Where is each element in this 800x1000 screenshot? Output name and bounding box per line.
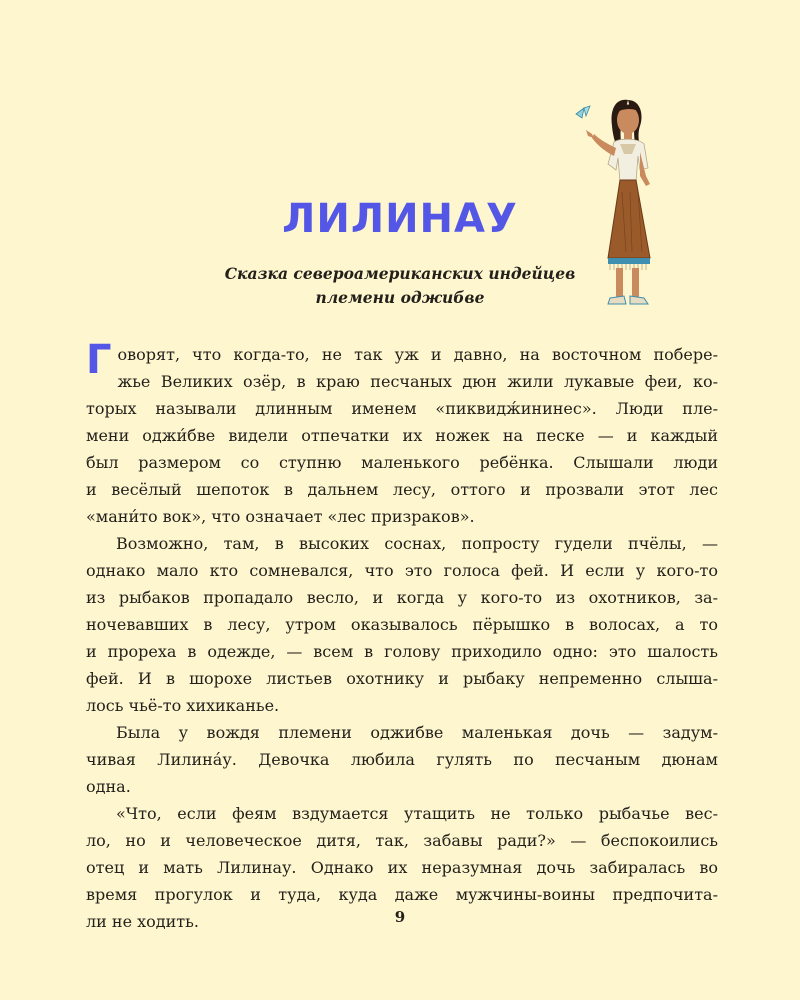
text-line: «мани́то вок», что означает «лес призраков». (86, 507, 475, 526)
paragraph (86, 530, 718, 719)
text-line: ло, но и человеческое дитя, так, забавы ради?» — беспокоились (86, 831, 718, 850)
text-line: и прореха в одежде, — всем в голову приходило одно: это шалость (86, 642, 718, 661)
text-line: ли не ходить. (86, 912, 199, 931)
text-line: одна. (86, 777, 131, 796)
paragraph (86, 719, 718, 800)
text-line: лось чьё-то хихиканье. (86, 696, 280, 715)
text-line: оворят, что когда-то, не так уж и давно, на восточном побере- (117, 345, 718, 364)
page-title: ЛИЛИНАУ (282, 196, 518, 242)
text-line: Возможно, там, в высоких соснах, попросту гудели пчёлы, — (116, 534, 718, 553)
butterfly-icon (576, 106, 590, 118)
text-line: торых называли длинным именем «пиквидж́ининес». Люди пле- (86, 399, 718, 418)
text-line: был размером со ступню маленького ребёнка. Слышали люди (86, 453, 718, 472)
text-line: фей. И в шорохе листьев охотнику и рыбаку непременно слыша- (86, 669, 718, 688)
drop-cap: Г (86, 337, 112, 383)
text-line: отец и мать Лилинау. Однако их неразумная дочь забиралась во (86, 858, 718, 877)
text-line: Была у вождя племени оджибве маленькая дочь — задум- (116, 723, 718, 742)
text-line: ночевавших в лесу, утром оказывалось пёрышко в волосах, а то (86, 615, 718, 634)
text-line: из рыбаков пропадало весло, и когда у кого-то из охотников, за- (86, 588, 718, 607)
paragraph (86, 337, 718, 530)
subtitle-line: Сказка североамериканских индейцев (224, 264, 576, 283)
text-line: и весёлый шепоток в дальнем лесу, оттого и прозвали этот лес (86, 480, 718, 499)
subtitle-line: племени оджибве (315, 288, 485, 307)
text-line: жье Великих озёр, в краю песчаных дюн жили лукавые феи, ко- (117, 372, 718, 391)
page-number: 9 (394, 908, 406, 926)
text-line: мени оджи́бве видели отпечатки их ножек на песке — и каждый (86, 426, 718, 445)
subtitle (160, 262, 640, 310)
text-line: чивая Лилина́у. Девочка любила гулять по песчаным дюнам (86, 750, 718, 769)
text-line: время прогулок и туда, куда даже мужчины-воины предпочита- (86, 885, 718, 904)
text-line: однако мало кто сомневался, что это голоса фей. И если у кого-то (86, 561, 718, 580)
story-text (86, 337, 718, 935)
text-line: «Что, если феям вздумается утащить не только рыбачье вес- (116, 804, 718, 823)
